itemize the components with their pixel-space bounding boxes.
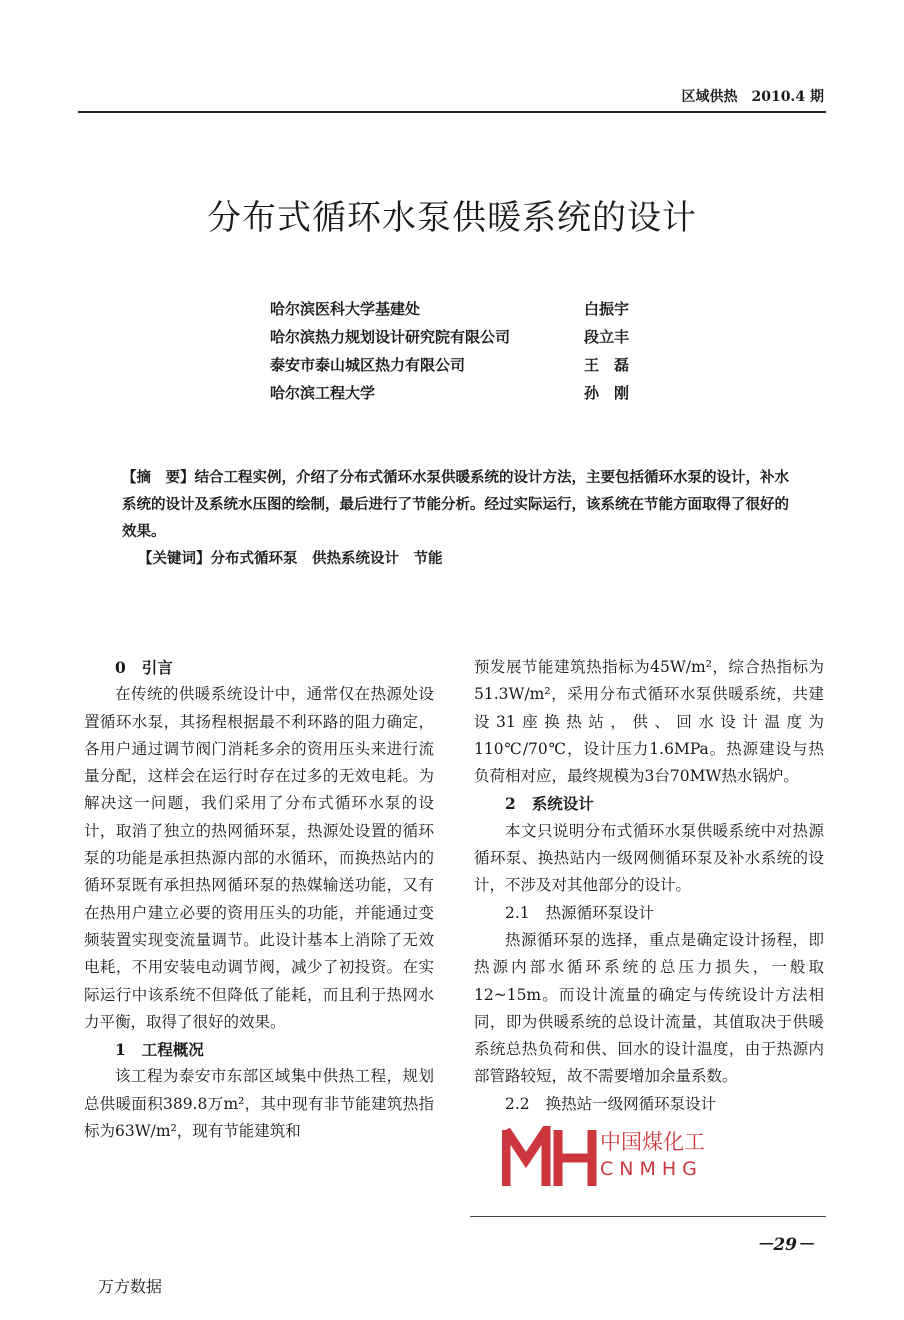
author-affiliation: 泰安市泰山城区热力有限公司 (270, 356, 466, 374)
keywords-label: 【关键词】 (138, 550, 211, 567)
body-paragraph: 该工程为泰安市东部区域集中供热工程，规划总供暖面积389.8万m²，其中现有非节能建筑热指标为63W/m²，现有节能建筑和 (84, 1067, 434, 1141)
abstract-block (122, 464, 790, 572)
author-list (270, 298, 670, 410)
page-number: －29－ (756, 1235, 814, 1255)
author-name: 孙 刚 (584, 384, 630, 402)
body-paragraph: 在传统的供暖系统设计中，通常仅在热源处设置循环水泵，其扬程根据最不利环路的阻力确定，各用户通过调节阀门消耗多余的资用压头来进行流量分配，这样会在运行时存在过多的无效电耗。为解决这一问题，我们采用了分布式循环水泵的设计，取消了独立的热网循环泵，热源处设置的循环泵的功能是承担热源内部的水循环，而换热站内的循环泵既有承担热网循环泵的热媒输送功能，又有在热用户建立必要的资用压头的功能，并能通过变频装置实现变流量调节。此设计基本上消除了无效电耗，不用安装电动调节阀，减少了初投资。在实际运行中该系统不但降低了能耗，而且利于热网水力平衡，取得了很好的效果。 (84, 685, 434, 1031)
subsection-number: 2.1 (505, 903, 530, 922)
section-number: 0 (115, 658, 126, 677)
section-heading (474, 790, 824, 817)
section-title: 引言 (141, 658, 173, 677)
section-title: 工程概况 (141, 1040, 204, 1060)
abstract-label: 【摘 要】 (122, 469, 195, 486)
footer-rule (470, 1216, 826, 1217)
author-row (270, 298, 670, 326)
section-heading (84, 1036, 434, 1063)
right-column (474, 654, 824, 1118)
subsection-title: 热源循环泵设计 (545, 903, 655, 922)
subsection-heading (474, 1091, 824, 1118)
body-paragraph: 热源循环泵的选择，重点是确定设计扬程，即热源内部水循环系统的总压力损失，一般取12~15m。而设计流量的确定与传统设计方法相同，即为供暖系统的总设计流量，其值取决于供暖系统总热负荷和供、回水的设计温度，由于热源内部管路较短，故不需要增加余量系数。 (474, 930, 824, 1086)
subsection-title: 换热站一级网循环泵设计 (545, 1094, 717, 1113)
watermark-cn-text: 中国煤化工 (600, 1126, 705, 1156)
abstract-text: 结合工程实例，介绍了分布式循环水泵供暖系统的设计方法，主要包括循环水泵的设计，补水系统的设计及系统水压图的绘制，最后进行了节能分析。经过实际运行，该系统在节能方面取得了很好的效果。 (122, 469, 789, 540)
section-number: 1 (115, 1040, 126, 1060)
journal-name: 区域供热 (681, 89, 738, 105)
subsection-number: 2.2 (505, 1094, 530, 1113)
running-header (682, 86, 824, 106)
section-number: 2 (505, 794, 516, 814)
keywords-line (122, 545, 790, 572)
body-paragraph: 预发展节能建筑热指标为45W/m²，综合热指标为51.3W/m²，采用分布式循环水泵供暖系统，共建设31座换热站，供、回水设计温度为110℃/70℃，设计压力1.6MPa。热源建设与热负荷相对应，最终规模为3台70MW热水锅炉。 (474, 658, 824, 786)
watermark-mh-icon (502, 1126, 598, 1190)
section-title: 系统设计 (531, 794, 594, 814)
author-name: 白振宇 (584, 300, 630, 318)
abstract-paragraph (122, 464, 790, 545)
subsection-heading (474, 900, 824, 927)
author-row (270, 354, 670, 382)
keywords-text: 分布式循环泵 供热系统设计 节能 (210, 550, 443, 567)
author-affiliation: 哈尔滨热力规划设计研究院有限公司 (270, 328, 511, 346)
author-row (270, 326, 670, 354)
author-name: 王 磊 (584, 356, 630, 374)
author-affiliation: 哈尔滨医科大学基建处 (270, 300, 421, 318)
watermark-logo (502, 1126, 718, 1190)
footer-source: 万方数据 (98, 1277, 163, 1296)
author-name: 段立丰 (584, 328, 630, 346)
left-column (84, 654, 434, 1145)
body-paragraph: 本文只说明分布式循环水泵供暖系统中对热源循环泵、换热站内一级网侧循环泵及补水系统的设计，不涉及对其他部分的设计。 (474, 821, 824, 895)
watermark-en-text: CNMHG (600, 1158, 703, 1180)
author-affiliation: 哈尔滨工程大学 (270, 384, 376, 402)
article-title: 分布式循环水泵供暖系统的设计 (207, 198, 697, 238)
issue-number: 2010.4 期 (751, 89, 824, 105)
section-heading (84, 654, 434, 681)
header-rule (78, 111, 826, 113)
author-row (270, 382, 670, 410)
